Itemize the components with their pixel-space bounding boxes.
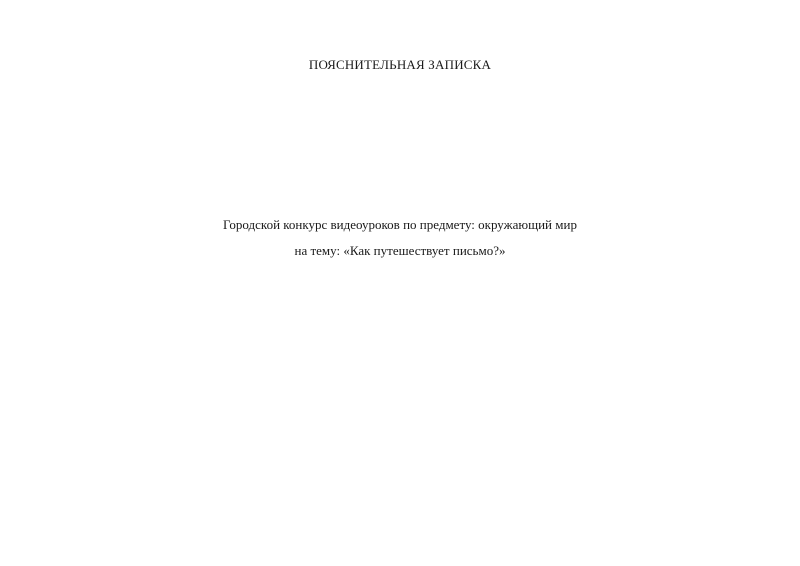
contest-subject-line: Городской конкурс видеоуроков по предмету: окружающий мир (223, 217, 577, 232)
lesson-topic-line: на тему: «Как путешествует письмо?» (294, 243, 506, 258)
document-heading: ПОЯСНИТЕЛЬНАЯ ЗАПИСКА (308, 57, 492, 72)
